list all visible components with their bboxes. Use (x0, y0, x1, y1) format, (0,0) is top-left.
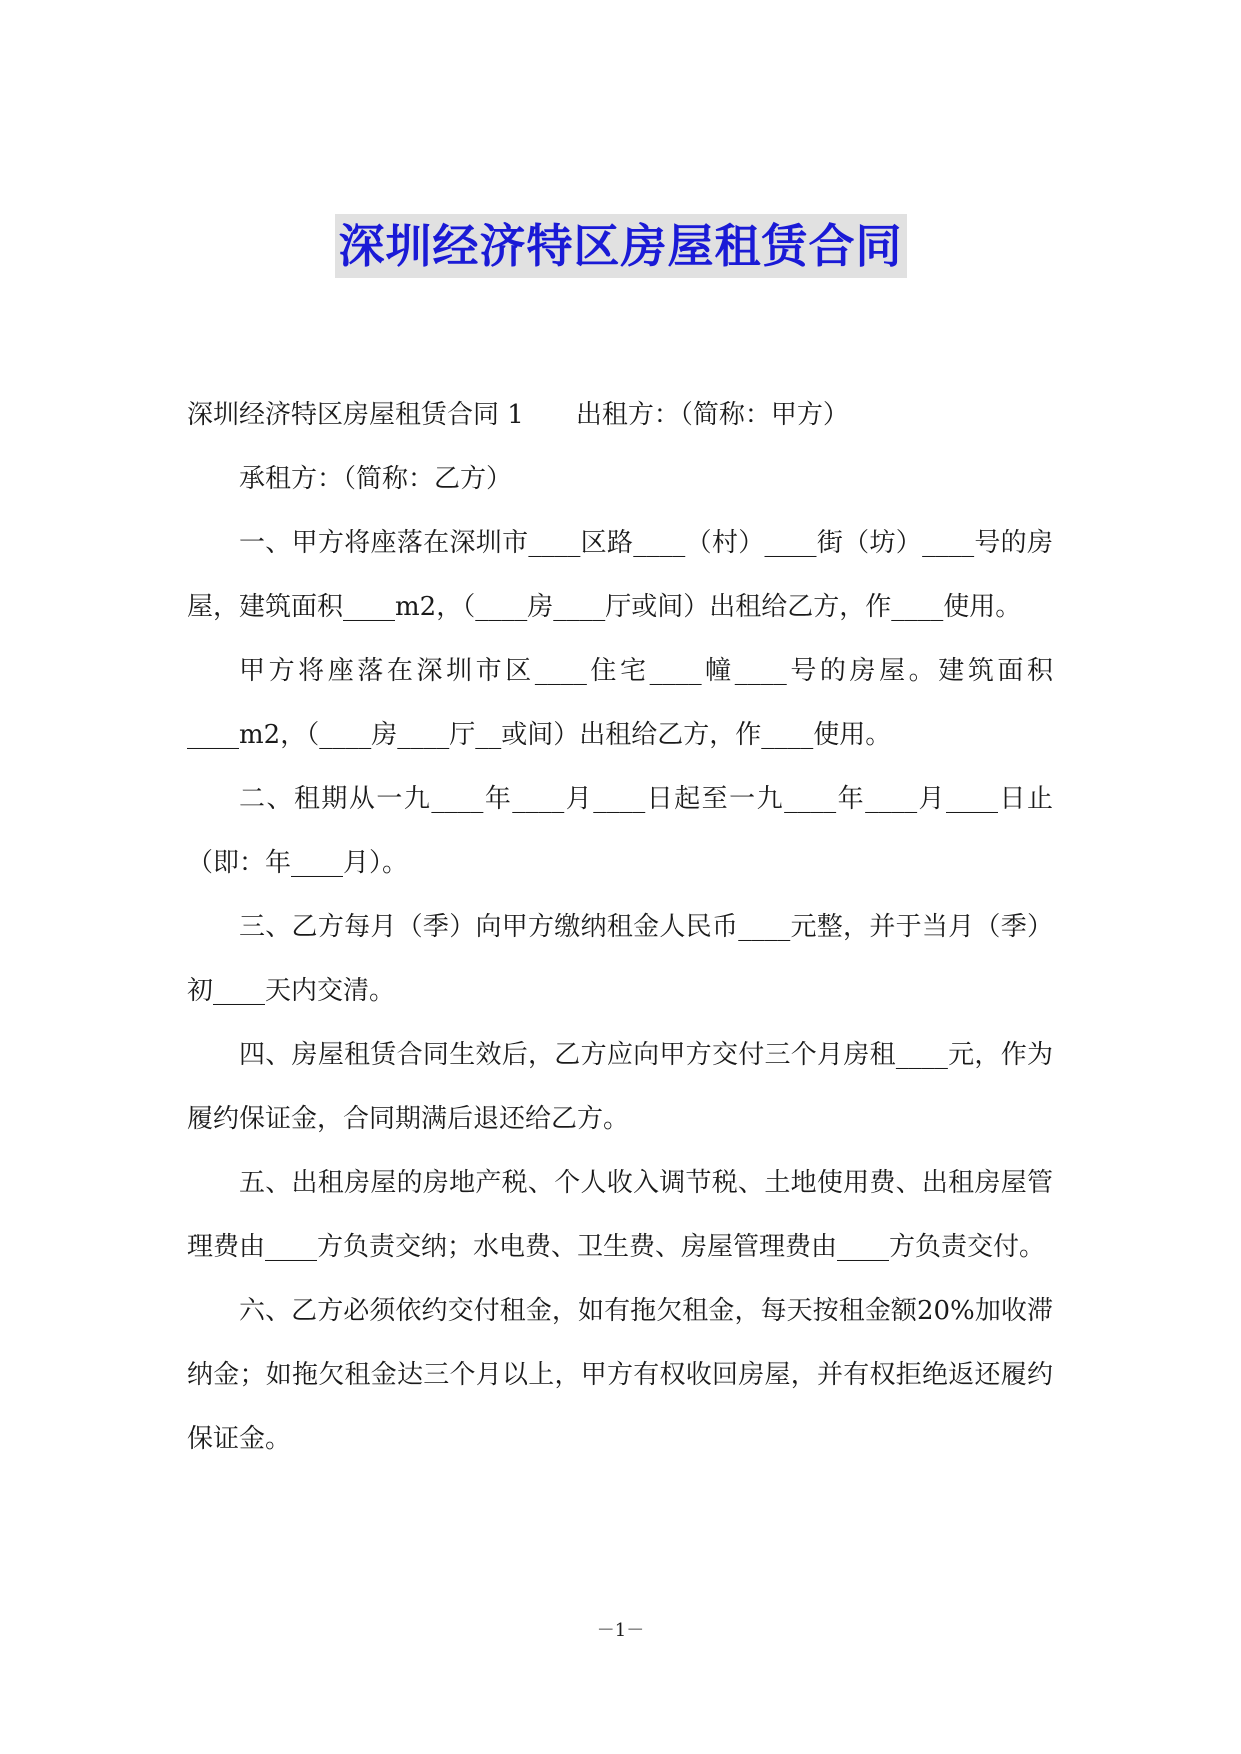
paragraph-clause-4: 四、房屋租赁合同生效后，乙方应向甲方交付三个月房租____元，作为履约保证金，合同期满后退还给乙方。 (187, 1040, 1053, 1134)
paragraph-clause-1: 一、甲方将座落在深圳市____区路____（村）____街（坊）____号的房屋，建筑面积____m2，（____房____厅或间）出租给乙方，作____使用。 (187, 528, 1053, 622)
title-container (0, 214, 1241, 278)
paragraph-clause-3: 三、乙方每月（季）向甲方缴纳租金人民币____元整，并于当月（季）初____天内交清。 (187, 912, 1053, 1006)
document-title: 深圳经济特区房屋租赁合同 (335, 214, 907, 278)
lessor-line: 出租方：（简称：甲方） (575, 400, 849, 430)
paragraph-clause-1-alt: 甲方将座落在深圳市区____住宅____幢____号的房屋。建筑面积____m2，（____房____厅__或间）出租给乙方，作____使用。 (187, 656, 1053, 750)
paragraph-clause-6: 六、乙方必须依约交付租金，如有拖欠租金，每天按租金额20%加收滞纳金；如拖欠租金达三个月以上，甲方有权收回房屋，并有权拒绝返还履约保证金。 (187, 1296, 1053, 1454)
paragraph-clause-2: 二、租期从一九____年____月____日起至一九____年____月____日止（即：年____月）。 (187, 784, 1053, 878)
document-body (187, 383, 1053, 1471)
opening-heading: 深圳经济特区房屋租赁合同 1 (187, 400, 524, 430)
opening-line (187, 383, 1053, 447)
paragraph-lessee: 承租方：（简称：乙方） (239, 464, 513, 494)
paragraph-clause-5: 五、出租房屋的房地产税、个人收入调节税、土地使用费、出租房屋管理费由____方负责交纳；水电费、卫生费、房屋管理费由____方负责交付。 (187, 1168, 1053, 1262)
page-number: －1－ (596, 1620, 645, 1641)
